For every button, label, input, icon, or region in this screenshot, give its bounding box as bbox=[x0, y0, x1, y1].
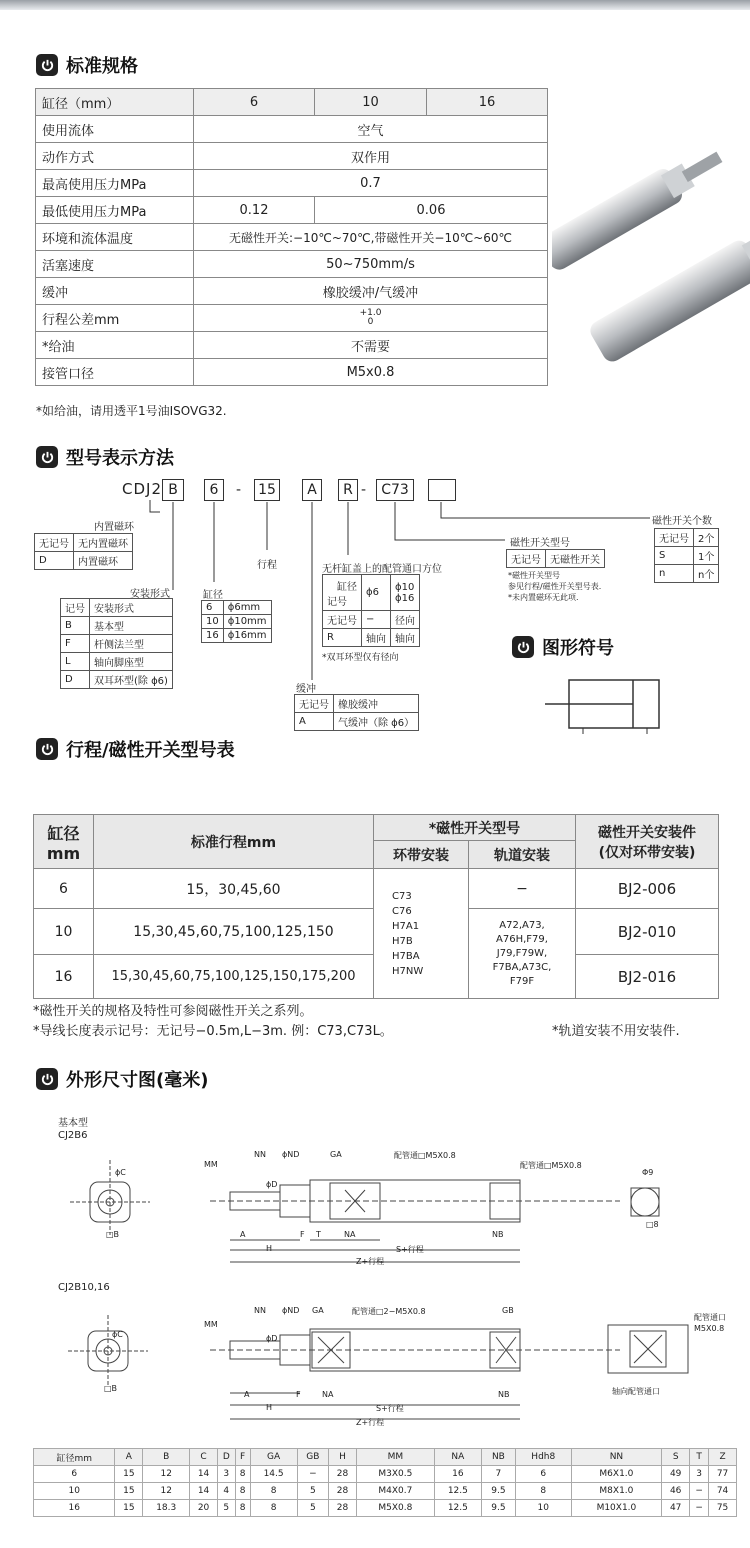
mount-cell: D bbox=[61, 671, 90, 689]
dim-label-h: H bbox=[266, 1403, 273, 1412]
dim-label-axial: 轴向配管通口 bbox=[612, 1387, 660, 1396]
mount-cell: 安装形式 bbox=[90, 599, 173, 617]
dimension-table bbox=[33, 1448, 737, 1517]
stroke-header-rail: 轨道安装 bbox=[469, 841, 576, 869]
dim-cell: 5 bbox=[297, 1483, 329, 1500]
bore-cell: ϕ10mm bbox=[223, 615, 271, 629]
port-cell: − bbox=[362, 611, 391, 629]
port-table bbox=[322, 574, 420, 647]
dim-cell: 3 bbox=[217, 1466, 235, 1483]
dim-cell: 16 bbox=[434, 1466, 481, 1483]
bore-cell: 10 bbox=[202, 615, 224, 629]
dim-label-na: NA bbox=[344, 1230, 356, 1239]
cushion-table bbox=[294, 694, 419, 731]
dim-cell: 14 bbox=[190, 1483, 218, 1500]
spec-value: 0.12 bbox=[194, 197, 315, 224]
dim-header: Z bbox=[709, 1449, 737, 1466]
dim-header: S bbox=[662, 1449, 690, 1466]
cushion-title: 缓冲 bbox=[296, 684, 316, 695]
dim-cell: M5X0.8 bbox=[356, 1500, 434, 1517]
dim-label-nb: NB bbox=[492, 1230, 504, 1239]
stroke-header-switch: *磁性开关型号 bbox=[374, 815, 576, 841]
dim-cell: 4 bbox=[217, 1483, 235, 1500]
power-icon bbox=[36, 1068, 58, 1090]
stroke-rail-dash: − bbox=[469, 869, 576, 909]
switch-count-cell: 无记号 bbox=[655, 529, 694, 547]
section-title-spec: 标准规格 bbox=[36, 52, 138, 78]
dim-label-t: T bbox=[316, 1230, 321, 1239]
cushion-cell: A bbox=[295, 713, 334, 731]
dim-cell: 5 bbox=[217, 1500, 235, 1517]
bore-table bbox=[201, 600, 272, 643]
dim-label-s: S+行程 bbox=[376, 1404, 404, 1413]
switch-type-table bbox=[506, 549, 605, 568]
stroke-band-list: C73 C76 H7A1 H7B H7BA H7NW bbox=[374, 869, 469, 999]
switch-count-cell: S bbox=[655, 547, 694, 565]
dim-header: NB bbox=[481, 1449, 515, 1466]
dim-label-port: 配管通□M5X0.8 bbox=[394, 1151, 456, 1160]
dim-header: 缸径mm bbox=[34, 1449, 115, 1466]
product-photo bbox=[552, 100, 750, 390]
spec-value: M5x0.8 bbox=[194, 359, 548, 386]
mag-ring-table bbox=[34, 533, 133, 570]
port-title: 无杆缸盖上的配管通口方位 bbox=[322, 564, 442, 575]
dim-header: NA bbox=[434, 1449, 481, 1466]
stroke-bracket: BJ2-006 bbox=[576, 869, 719, 909]
dim-cell: 28 bbox=[329, 1483, 357, 1500]
spec-label: 环境和流体温度 bbox=[36, 224, 194, 251]
dim-label-ga: GA bbox=[330, 1150, 342, 1159]
spec-header-row bbox=[36, 89, 548, 116]
dim-cell: 20 bbox=[190, 1500, 218, 1517]
dim-cell: 16 bbox=[34, 1500, 115, 1517]
dim-cell: M8X1.0 bbox=[571, 1483, 662, 1500]
stroke-bore: 10 bbox=[34, 909, 94, 955]
dim-cell: 9.5 bbox=[481, 1483, 515, 1500]
port-header: 缸径 记号 bbox=[323, 575, 362, 611]
spec-header: 16 bbox=[427, 89, 548, 116]
switch-type-cell: 无记号 bbox=[507, 550, 546, 568]
cushion-cell: 气缓冲（除 ϕ6） bbox=[334, 713, 419, 731]
dim-cell: 75 bbox=[709, 1500, 737, 1517]
dim-cell: − bbox=[690, 1483, 709, 1500]
dim-header: T bbox=[690, 1449, 709, 1466]
dim-cell: 28 bbox=[329, 1466, 357, 1483]
spec-value: 空气 bbox=[194, 116, 548, 143]
mount-cell: F bbox=[61, 635, 90, 653]
model-dash: - bbox=[361, 482, 367, 498]
dim-header: GA bbox=[250, 1449, 297, 1466]
dim-cell: M4X0.7 bbox=[356, 1483, 434, 1500]
port-cell: 径向 bbox=[391, 611, 420, 629]
dim-label-na: NA bbox=[322, 1390, 334, 1399]
dim-label-a: A bbox=[244, 1390, 250, 1399]
dim-cell: 77 bbox=[709, 1466, 737, 1483]
dim-cell: M3X0.5 bbox=[356, 1466, 434, 1483]
switch-count-cell: n个 bbox=[694, 565, 719, 583]
dim-header: Hdh8 bbox=[515, 1449, 571, 1466]
power-icon bbox=[36, 446, 58, 468]
dim-cell: 46 bbox=[662, 1483, 690, 1500]
dim-label-c: ϕC bbox=[112, 1330, 123, 1339]
dim-cell: 8 bbox=[235, 1483, 250, 1500]
dim-cell: 7 bbox=[481, 1466, 515, 1483]
spec-note: *如给油，请用透平1号油ISOVG32. bbox=[36, 404, 227, 418]
spec-label: 最低使用压力MPa bbox=[36, 197, 194, 224]
model-box-cushion: A bbox=[302, 479, 322, 501]
model-box-mount: B bbox=[162, 479, 184, 501]
dim-label-h: H bbox=[266, 1244, 273, 1253]
spec-value: 无磁性开关:−10℃~70℃,带磁性开关−10℃~60℃ bbox=[194, 224, 548, 251]
dim-cell: 8 bbox=[235, 1466, 250, 1483]
dim-cell: M6X1.0 bbox=[571, 1466, 662, 1483]
dim-label-d: ϕD bbox=[266, 1180, 278, 1189]
dim-cell: 49 bbox=[662, 1466, 690, 1483]
mount-table bbox=[60, 598, 173, 689]
port-cell: R bbox=[323, 629, 362, 647]
spec-header: 10 bbox=[315, 89, 427, 116]
stroke-rail-list: A72,A73, A76H,F79, J79,F79W, F7BA,A73C, F79F bbox=[469, 909, 576, 999]
drawing-model2-label: CJ2B10,16 bbox=[58, 1282, 110, 1293]
power-icon bbox=[36, 738, 58, 760]
switch-type-note: 参见行程/磁性开关型号表. bbox=[508, 582, 602, 591]
stroke-label: 行程 bbox=[257, 560, 277, 571]
dim-cell: 47 bbox=[662, 1500, 690, 1517]
dim-cell: − bbox=[690, 1500, 709, 1517]
dim-cell: 15 bbox=[115, 1483, 143, 1500]
stroke-values: 15，30,45,60 bbox=[94, 869, 374, 909]
mount-cell: 杆侧法兰型 bbox=[90, 635, 173, 653]
switch-count-title: 磁性开关个数 bbox=[652, 516, 712, 527]
dim-label-mm: MM bbox=[204, 1160, 218, 1169]
switch-count-cell: 1个 bbox=[694, 547, 719, 565]
switch-type-cell: 无磁性开关 bbox=[546, 550, 605, 568]
spec-value: 双作用 bbox=[194, 143, 548, 170]
dim-label-port-r: 配管通口 bbox=[694, 1313, 726, 1322]
stroke-header-bore: 缸径 mm bbox=[34, 815, 94, 869]
spec-label: 动作方式 bbox=[36, 143, 194, 170]
dim-cell: 12 bbox=[143, 1466, 190, 1483]
mag-ring-title: 内置磁环 bbox=[94, 522, 134, 533]
dim-cell: 12.5 bbox=[434, 1500, 481, 1517]
model-box-port: R bbox=[338, 479, 358, 501]
stroke-bore: 16 bbox=[34, 955, 94, 999]
section-title-symbol: 图形符号 bbox=[512, 634, 614, 660]
dim-label-s: S+行程 bbox=[396, 1245, 424, 1254]
mount-cell: 双耳环型(除 ϕ6) bbox=[90, 671, 173, 689]
dim-label-nn: NN bbox=[254, 1306, 266, 1315]
power-icon bbox=[36, 54, 58, 76]
bore-cell: ϕ6mm bbox=[223, 601, 271, 615]
dim-cell: 10 bbox=[515, 1500, 571, 1517]
cushion-cell: 无记号 bbox=[295, 695, 334, 713]
mount-cell: L bbox=[61, 653, 90, 671]
spec-value: 0.06 bbox=[315, 197, 548, 224]
spec-value: 0.7 bbox=[194, 170, 548, 197]
dim-label-port: 配管通□2−M5X0.8 bbox=[352, 1307, 426, 1316]
spec-label: 接管口径 bbox=[36, 359, 194, 386]
dim-label-f: F bbox=[296, 1390, 301, 1399]
stroke-values: 15,30,45,60,75,100,125,150,175,200 bbox=[94, 955, 374, 999]
port-cell: 无记号 bbox=[323, 611, 362, 629]
switch-count-cell: n bbox=[655, 565, 694, 583]
model-box-stroke: 15 bbox=[254, 479, 280, 501]
dim-header: NN bbox=[571, 1449, 662, 1466]
dim-cell: 74 bbox=[709, 1483, 737, 1500]
spec-header: 缸径（mm） bbox=[36, 89, 194, 116]
stroke-header-band: 环带安装 bbox=[374, 841, 469, 869]
dim-label-nn: NN bbox=[254, 1150, 266, 1159]
dim-label-c: ϕC bbox=[115, 1168, 126, 1177]
cushion-cell: 橡胶缓冲 bbox=[334, 695, 419, 713]
spec-label: 活塞速度 bbox=[36, 251, 194, 278]
power-icon bbox=[512, 636, 534, 658]
dim-cell: 12 bbox=[143, 1483, 190, 1500]
dim-cell: 12.5 bbox=[434, 1483, 481, 1500]
dim-label-b: □B bbox=[106, 1230, 120, 1239]
dim-cell: 15 bbox=[115, 1466, 143, 1483]
mount-title: 安装形式 bbox=[130, 589, 170, 600]
dim-cell: 8 bbox=[250, 1483, 297, 1500]
dim-header: MM bbox=[356, 1449, 434, 1466]
model-dash: - bbox=[236, 482, 242, 498]
spec-label: 行程公差mm bbox=[36, 305, 194, 332]
pneumatic-symbol bbox=[545, 676, 665, 736]
drawing-basic-label: 基本型 bbox=[58, 1118, 88, 1129]
dim-header: C bbox=[190, 1449, 218, 1466]
dim-cell: 6 bbox=[515, 1466, 571, 1483]
dim-label-ga: GA bbox=[312, 1306, 324, 1315]
dim-label-gb: GB bbox=[502, 1306, 514, 1315]
stroke-header-stroke: 标准行程mm bbox=[94, 815, 374, 869]
mount-cell: 基本型 bbox=[90, 617, 173, 635]
top-banner bbox=[0, 0, 750, 10]
spec-value: 不需要 bbox=[194, 332, 548, 359]
mag-ring-cell: 无内置磁环 bbox=[74, 534, 133, 552]
section-title-stroke: 行程/磁性开关型号表 bbox=[36, 736, 235, 762]
port-cell: 轴向 bbox=[362, 629, 391, 647]
dim-header: F bbox=[235, 1449, 250, 1466]
dim-label-sq8: □8 bbox=[646, 1220, 659, 1229]
dim-label-f: F bbox=[300, 1230, 305, 1239]
dim-label-d: ϕD bbox=[266, 1334, 278, 1343]
stroke-header-bracket: 磁性开关安装件 (仅对环带安装) bbox=[576, 815, 719, 869]
spec-label: *给油 bbox=[36, 332, 194, 359]
dim-cell: 8 bbox=[250, 1500, 297, 1517]
dim-cell: 14.5 bbox=[250, 1466, 297, 1483]
spec-value: 橡胶缓冲/气缓冲 bbox=[194, 278, 548, 305]
switch-type-note: *未内置磁环无此项. bbox=[508, 593, 579, 602]
dim-label-z: Z+行程 bbox=[356, 1257, 385, 1266]
bore-cell: 6 bbox=[202, 601, 224, 615]
model-prefix: CDJ2 bbox=[122, 480, 162, 498]
section-title-model: 型号表示方法 bbox=[36, 444, 174, 470]
dim-cell: 5 bbox=[297, 1500, 329, 1517]
dim-cell: 3 bbox=[690, 1466, 709, 1483]
dim-label-b: □B bbox=[104, 1384, 118, 1393]
stroke-table bbox=[33, 814, 719, 999]
stroke-values: 15,30,45,60,75,100,125,150 bbox=[94, 909, 374, 955]
spec-label: 使用流体 bbox=[36, 116, 194, 143]
dim-cell: 6 bbox=[34, 1466, 115, 1483]
dim-header: D bbox=[217, 1449, 235, 1466]
dim-cell: − bbox=[297, 1466, 329, 1483]
switch-type-title: 磁性开关型号 bbox=[510, 538, 570, 549]
mag-ring-cell: D bbox=[35, 552, 74, 570]
dim-label-nd: ϕND bbox=[282, 1150, 300, 1159]
stroke-bore: 6 bbox=[34, 869, 94, 909]
dim-label-nd: ϕND bbox=[282, 1306, 300, 1315]
bore-cell: ϕ16mm bbox=[223, 629, 271, 643]
mount-cell: 轴向脚座型 bbox=[90, 653, 173, 671]
mag-ring-cell: 内置磁环 bbox=[74, 552, 133, 570]
dim-label-mm: MM bbox=[204, 1320, 218, 1329]
dim-header: H bbox=[329, 1449, 357, 1466]
dim-label-port-r2: M5X0.8 bbox=[694, 1324, 725, 1333]
spec-value: 50~750mm/s bbox=[194, 251, 548, 278]
port-cell: ϕ6 bbox=[362, 575, 391, 611]
switch-count-table bbox=[654, 528, 719, 583]
switch-count-cell: 2个 bbox=[694, 529, 719, 547]
dim-cell: 28 bbox=[329, 1500, 357, 1517]
mount-cell: B bbox=[61, 617, 90, 635]
stroke-note: *轨道安装不用安装件. bbox=[552, 1024, 680, 1039]
dim-cell: M10X1.0 bbox=[571, 1500, 662, 1517]
model-box-switch-count bbox=[428, 479, 456, 501]
dim-cell: 8 bbox=[515, 1483, 571, 1500]
bore-cell: 16 bbox=[202, 629, 224, 643]
dim-cell: 9.5 bbox=[481, 1500, 515, 1517]
port-note: *双耳环型仅有径向 bbox=[322, 653, 399, 663]
dim-label-phi9: Φ9 bbox=[642, 1168, 654, 1177]
spec-label: 缓冲 bbox=[36, 278, 194, 305]
dim-cell: 18.3 bbox=[143, 1500, 190, 1517]
stroke-bracket: BJ2-016 bbox=[576, 955, 719, 999]
stroke-note: *磁性开关的规格及特性可参阅磁性开关之系列。 bbox=[33, 1004, 313, 1019]
spec-table bbox=[35, 88, 548, 386]
mount-cell: 记号 bbox=[61, 599, 90, 617]
port-cell: ϕ10 ϕ16 bbox=[391, 575, 420, 611]
stroke-note: *导线长度表示记号：无记号−0.5m,L−3m. 例：C73,C73L。 bbox=[33, 1024, 393, 1039]
spec-header: 6 bbox=[194, 89, 315, 116]
drawing-model1-label: CJ2B6 bbox=[58, 1130, 88, 1141]
spec-value-tolerance: +1.0 0 bbox=[194, 305, 548, 332]
dim-cell: 15 bbox=[115, 1500, 143, 1517]
section-title-dims: 外形尺寸图(毫米) bbox=[36, 1066, 208, 1092]
dim-cell: 14 bbox=[190, 1466, 218, 1483]
mag-ring-cell: 无记号 bbox=[35, 534, 74, 552]
stroke-bracket: BJ2-010 bbox=[576, 909, 719, 955]
dim-label-port: 配管通□M5X0.8 bbox=[520, 1161, 582, 1170]
switch-type-note: *磁性开关型号 bbox=[508, 571, 560, 580]
dim-label-a: A bbox=[240, 1230, 246, 1239]
model-box-bore: 6 bbox=[204, 479, 224, 501]
dim-header: A bbox=[115, 1449, 143, 1466]
model-box-switch: C73 bbox=[376, 479, 414, 501]
spec-label: 最高使用压力MPa bbox=[36, 170, 194, 197]
bore-title: 缸径 bbox=[203, 590, 223, 601]
dim-label-z: Z+行程 bbox=[356, 1418, 385, 1427]
dim-header: B bbox=[143, 1449, 190, 1466]
dim-header: GB bbox=[297, 1449, 329, 1466]
dim-cell: 10 bbox=[34, 1483, 115, 1500]
dim-cell: 8 bbox=[235, 1500, 250, 1517]
dim-label-nb: NB bbox=[498, 1390, 510, 1399]
port-cell: 轴向 bbox=[391, 629, 420, 647]
